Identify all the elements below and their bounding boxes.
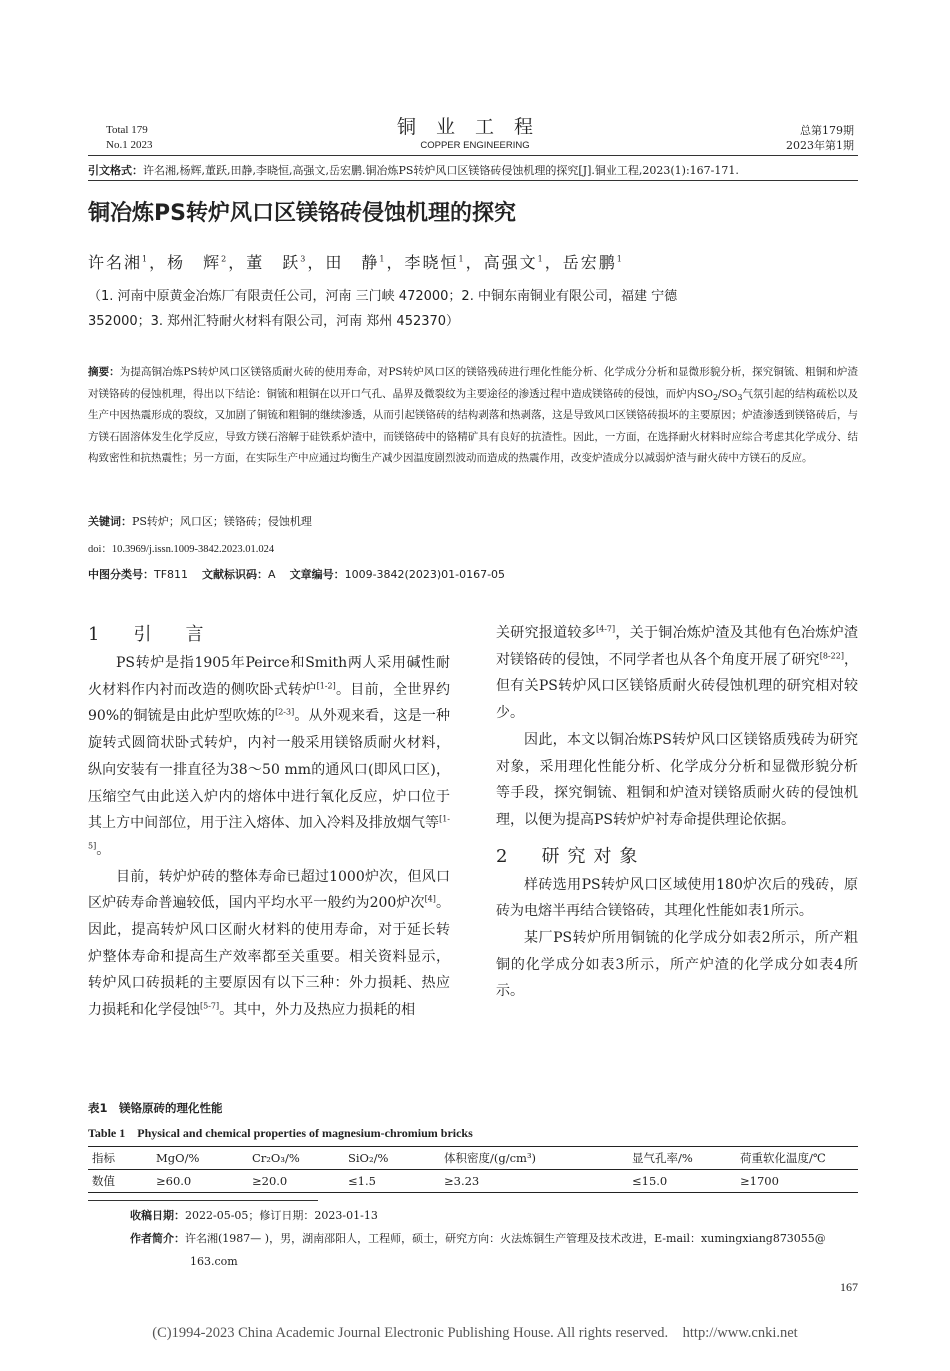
- table-caption-cn: 表1 镁铬原砖的理化性能: [88, 1101, 223, 1115]
- header-right: [786, 123, 854, 153]
- table-cell: ≥1700: [736, 1170, 858, 1193]
- reference-mark: [8-22]: [819, 651, 844, 661]
- keywords-label: 关键词：: [88, 515, 132, 528]
- author-name: 田 静: [325, 253, 380, 272]
- table-header-cell: 显气孔率/%: [628, 1147, 736, 1170]
- abstract: [88, 362, 858, 470]
- table-cell: ≥60.0: [152, 1170, 248, 1193]
- abstract-text: /SO: [718, 387, 738, 400]
- author-affil-mark: 1: [142, 254, 150, 264]
- clc-label: 中图分类号：: [88, 568, 154, 581]
- dates-label: 收稿日期：: [130, 1209, 185, 1222]
- text: 。: [96, 841, 111, 858]
- author-name: 李晓恒: [404, 253, 459, 272]
- text: 目前，转炉炉砖的整体寿命已超过1000炉次，但风口区炉砖寿命普遍较低，国内平均水平一般约为200炉次: [88, 868, 450, 912]
- text: ，关于铜冶炼炉渣及其他有色冶炼炉渣对镁铬砖的侵蚀，不同学者也从各个角度开展了研究: [496, 625, 859, 668]
- author-affil-mark: 1: [379, 254, 387, 264]
- text: 。目前，全世界约90%的铜锍是由此炉型吹炼的: [88, 681, 451, 725]
- citation-text: 许名湘,杨辉,董跃,田静,李晓恒,高强文,岳宏鹏.铜冶炼PS转炉风口区镁铬砖侵蚀机理的探究[J].铜业工程,2023(1):167-171.: [143, 164, 739, 177]
- dates-text: 2022-05-05；修订日期：2023-01-13: [185, 1209, 378, 1222]
- abstract-subscript: 3: [737, 392, 743, 402]
- affiliation-line: 352000；3. 郑州汇特耐火材料有限公司，河南 郑州 452370）: [88, 314, 460, 329]
- author-affil-mark: 3: [300, 254, 308, 264]
- author-list: 许名湘$^1$，杨 辉$^2$，董 跃$^3$，田 静$^1$，李晓恒$^1$，高强文$^1$，岳宏鹏$^1$: [88, 253, 624, 272]
- section-heading-introduction: 1 引 言: [88, 624, 212, 645]
- journal-name-en: COPPER ENGINEERING: [420, 140, 530, 151]
- keywords: [88, 513, 312, 529]
- reference-mark: [1-5]: [88, 814, 450, 851]
- page-number: 167: [840, 1280, 858, 1294]
- doi: doi：10.3969/j.issn.1009-3842.2023.01.024: [88, 544, 275, 555]
- header-rule: [88, 155, 858, 156]
- paragraph: [496, 620, 858, 727]
- table-cell: ≥3.23: [440, 1170, 628, 1193]
- section-heading-research-object: 2 研究对象: [496, 845, 646, 867]
- citation: [88, 162, 858, 178]
- header-issue: No.1 2023: [106, 139, 153, 151]
- footnote-rule: [88, 1200, 318, 1201]
- abstract-text: 为提高铜冶炼PS转炉风口区镁铬质耐火砖的使用寿命，对PS转炉风口区的镁铬残砖进行理化性能分析、化学成分分析和显微形貌分析，探究铜锍、粗铜和炉渣对镁铬砖的侵蚀机理，得出以下结论：铜锍和粗铜在以开口气孔、晶界及微裂纹为主要途径的渗透过程中造成镁铬砖的侵蚀，而炉内SO: [88, 366, 859, 400]
- text: ，但有关PS转炉风口区镁铬质耐火砖侵蚀机理的研究相对较少。: [496, 651, 859, 722]
- abstract-label: 摘要：: [88, 366, 120, 378]
- table-header-cell: SiO₂/%: [344, 1147, 440, 1170]
- text: 。从外观来看，这是一种旋转式圆筒状卧式转炉，内衬一般采用镁铬质耐火材料，纵向安装有一排直径为38～50 mm的通风口(即风口区)，压缩空气由此送入炉内的熔体中进行氧化反应，炉口位于其上方中间部位，用于注入熔体、加入冷料及排放烟气等: [88, 708, 450, 832]
- table-caption-en: Table 1 Physical and chemical properties of magnesium-chromium bricks: [88, 1126, 473, 1140]
- reference-mark: [2-3]: [275, 707, 295, 717]
- table-cell: ≥20.0: [248, 1170, 344, 1193]
- table-header-cell: MgO/%: [152, 1147, 248, 1170]
- author-bio-email-cont: 163.com: [190, 1255, 238, 1268]
- paragraph: 某厂PS转炉所用铜锍的化学成分如表2所示，所产粗铜的化学成分如表3所示，所产炉渣的化学成分如表4所示。: [496, 930, 858, 1000]
- keywords-text: PS转炉；风口区；镁铬砖；侵蚀机理: [132, 515, 312, 528]
- paragraph: 样砖选用PS转炉风口区域使用180炉次后的残砖，原砖为电熔半再结合镁铬砖，其理化性能如表1所示。: [496, 876, 858, 920]
- left-column: [88, 620, 450, 1024]
- table-header-cell: 体积密度/(g/cm³): [440, 1147, 628, 1170]
- header-issue-cn: 2023年第1期: [786, 139, 854, 152]
- table-header-row: [88, 1147, 858, 1170]
- text: PS转炉是指1905年Peirce和Smith两人采用碱性耐火材料作内衬而改造的侧吹卧式转炉: [88, 655, 450, 698]
- table-row: [88, 1170, 858, 1193]
- article-number-value: 1009-3842(2023)01-0167-05: [344, 568, 506, 581]
- paper-title: 铜冶炼PS转炉风口区镁铬砖侵蚀机理的探究: [88, 201, 516, 226]
- paragraph: 因此，本文以铜冶炼PS转炉风口区镁铬质残砖为研究对象，采用理化性能分析、化学成分分析和显微形貌分析等手段，探究铜锍、粗铜和炉渣对镁铬质耐火砖的侵蚀机理，以便为提高PS转炉炉衬寿命提供理论依据。: [496, 731, 858, 828]
- abstract-text: 气氛引起的结构疏松以及生产中因热震形成的裂纹，又加剧了铜锍和粗铜的继续渗透，从而引起镁铬砖的结构剥落和热剥落，这是导致风口区镁铬砖损坏的主要原因；炉渣渗透到镁铬砖后，与方镁石固溶体发生化学反应，导致方镁石溶解于硅铁系炉渣中，而镁铬砖中的铬精矿具有良好的抗渣性。因此，一方面，在选择耐火材料时应综合考虑其化学成分、结构致密性和抗热震性；另一方面，在实际生产中应通过均衡生产减少因温度剧烈波动而造成的热震作用，改变炉渣成分以减弱炉渣与耐火砖中方镁石的反应。: [88, 387, 858, 464]
- journal-name-cn: 铜业工程: [396, 116, 553, 138]
- reference-mark: [5-7]: [200, 1001, 220, 1011]
- copyright-footer: (C)1994-2023 China Academic Journal Electronic Publishing House. All rights reserved. http://www.cnki.net: [152, 1325, 798, 1341]
- table-cell: ≤15.0: [628, 1170, 736, 1193]
- table-header-cell: 指标: [88, 1147, 152, 1170]
- table-cell: 数值: [88, 1170, 152, 1193]
- citation-label: 引文格式：: [88, 164, 143, 177]
- classification: [88, 566, 505, 582]
- author-affil-mark: 1: [616, 254, 624, 264]
- paragraph: [88, 650, 450, 864]
- text: 关研究报道较多: [496, 625, 597, 641]
- doc-code-label: 文献标识码：: [202, 568, 269, 581]
- article-number-label: 文章编号：: [289, 568, 345, 581]
- table-header-cell: Cr₂O₃/%: [248, 1147, 344, 1170]
- reference-mark: [4-7]: [596, 624, 616, 634]
- text: 。因此，提高转炉风口区耐火材料的使用寿命，对于延长转炉整体寿命和提高生产效率都至关重要。相关资料显示，转炉风口砖损耗的主要原因有以下三种：外力损耗、热应力损耗和化学侵蚀: [88, 895, 450, 1019]
- author-name: 董 跃: [246, 253, 301, 272]
- reference-mark: [1-2]: [316, 681, 336, 691]
- author-name: 高强文: [483, 253, 538, 272]
- author-name: 许名湘: [88, 253, 143, 272]
- affiliations: [88, 284, 868, 334]
- received-dates: [130, 1204, 870, 1227]
- author-name: 岳宏鹏: [562, 253, 617, 272]
- affiliation-line: （1. 河南中原黄金冶炼厂有限责任公司，河南 三门峡 472000；2. 中铜东南铜业有限公司，福建 宁德: [88, 289, 678, 304]
- properties-table: [88, 1146, 858, 1193]
- author-bio-label: 作者简介：: [130, 1232, 185, 1245]
- reference-mark: [4]: [424, 894, 436, 904]
- table-cell: ≤1.5: [344, 1170, 440, 1193]
- author-bio: [130, 1227, 870, 1250]
- citation-rule: [88, 180, 858, 181]
- doc-code-value: A: [268, 568, 276, 581]
- author-affil-mark: 1: [537, 254, 545, 264]
- author-bio-text: 许名湘(1987— )，男，湖南邵阳人，工程师，硕士，研究方向：火法炼铜生产管理及技术改进，E-mail：xumingxiang873055@: [185, 1232, 826, 1245]
- header-total-cn: 总第179期: [800, 124, 854, 137]
- abstract-subscript: 2: [712, 392, 719, 402]
- author-name: 杨 辉: [167, 253, 222, 272]
- text: 。其中，外力及热应力损耗的相: [219, 1002, 416, 1019]
- header-total: Total 179: [106, 124, 148, 136]
- paragraph: [88, 864, 450, 1024]
- clc-value: TF811: [154, 568, 189, 581]
- author-affil-mark: 1: [458, 254, 466, 264]
- table-header-cell: 荷重软化温度/℃: [736, 1147, 858, 1170]
- right-column: [496, 620, 858, 1005]
- author-affil-mark: 2: [221, 254, 229, 264]
